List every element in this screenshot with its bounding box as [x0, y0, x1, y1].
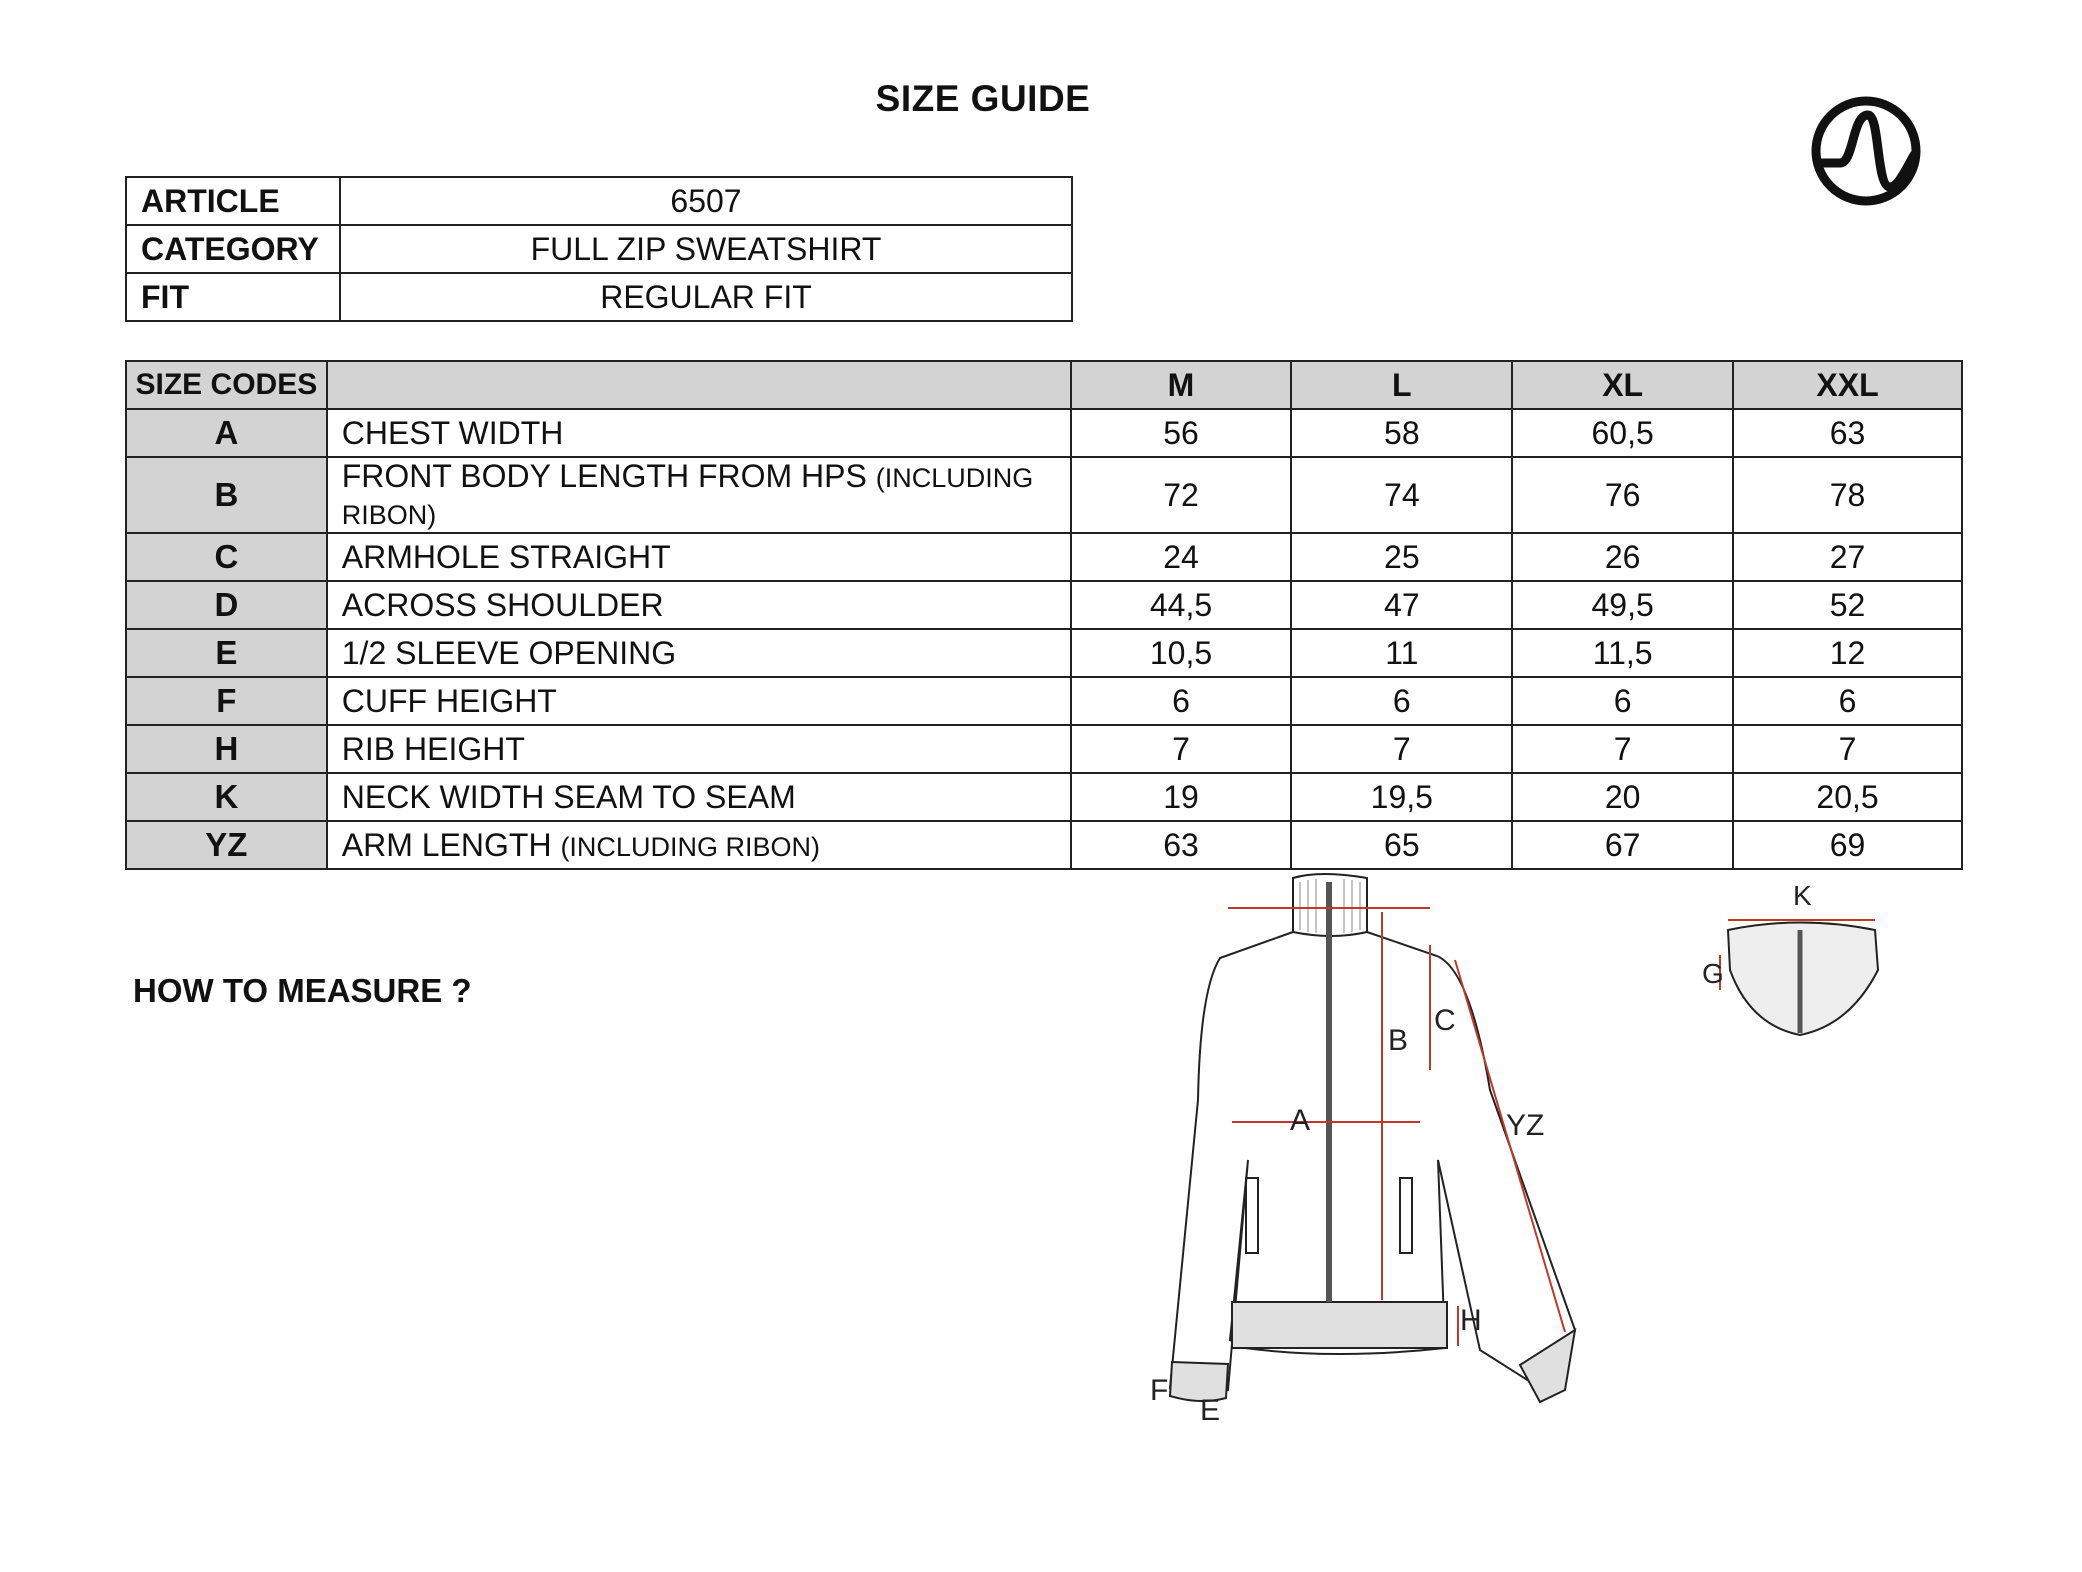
measurement-description-cell: [327, 629, 1071, 677]
size-codes-header: SIZE CODES: [126, 361, 327, 409]
size-value-cell: 52: [1733, 581, 1962, 629]
size-header-m: M: [1071, 361, 1292, 409]
label-c: C: [1434, 1004, 1456, 1037]
size-value-cell: 20,5: [1733, 773, 1962, 821]
size-value-cell: 58: [1291, 409, 1512, 457]
size-value-cell: 78: [1733, 457, 1962, 533]
how-to-measure-heading: HOW TO MEASURE ?: [133, 972, 472, 1009]
table-row: [126, 773, 1962, 821]
size-value-cell: 6: [1733, 677, 1962, 725]
size-value-cell: 27: [1733, 533, 1962, 581]
size-value-cell: 44,5: [1071, 581, 1292, 629]
label-e: E: [1200, 1394, 1221, 1427]
measurement-description: CHEST WIDTH: [341, 414, 564, 451]
measurement-description-cell: [327, 409, 1071, 457]
info-label: FIT: [126, 273, 340, 321]
measurement-note: (INCLUDING RIBON): [560, 831, 820, 862]
size-value-cell: 49,5: [1512, 581, 1733, 629]
info-row-category: [126, 225, 1072, 273]
measurement-description: ACROSS SHOULDER: [341, 586, 664, 623]
size-code-cell: K: [126, 773, 327, 821]
size-value-cell: 74: [1291, 457, 1512, 533]
description-header: [327, 361, 1071, 409]
table-row: [126, 677, 1962, 725]
page-title: SIZE GUIDE: [875, 78, 1091, 119]
label-h: H: [1460, 1304, 1482, 1337]
size-value-cell: 63: [1071, 821, 1292, 869]
label-b: B: [1388, 1024, 1409, 1057]
measurement-description: FRONT BODY LENGTH FROM HPS: [341, 458, 867, 494]
label-k: K: [1793, 880, 1812, 911]
size-code-cell: D: [126, 581, 327, 629]
size-value-cell: 7: [1291, 725, 1512, 773]
size-code-cell: C: [126, 533, 327, 581]
size-code-cell: F: [126, 677, 327, 725]
measurement-description: 1/2 SLEEVE OPENING: [341, 634, 677, 671]
table-row: [126, 457, 1962, 533]
size-value-cell: 47: [1291, 581, 1512, 629]
size-value-cell: 72: [1071, 457, 1292, 533]
size-value-cell: 20: [1512, 773, 1733, 821]
measurement-description-cell: [327, 533, 1071, 581]
measurement-description: CUFF HEIGHT: [341, 682, 557, 719]
sweatshirt-measurement-diagram: [1120, 860, 1660, 1440]
label-g: G: [1702, 958, 1724, 989]
size-value-cell: 56: [1071, 409, 1292, 457]
size-code-cell: E: [126, 629, 327, 677]
measurement-description-cell: [327, 773, 1071, 821]
size-value-cell: 67: [1512, 821, 1733, 869]
measurement-note: (INCLUDING RIBON): [341, 463, 1034, 530]
size-value-cell: 10,5: [1071, 629, 1292, 677]
size-header-xxl: XXL: [1733, 361, 1962, 409]
size-code-cell: B: [126, 457, 327, 533]
measurement-description: RIB HEIGHT: [341, 730, 525, 767]
brand-logo-icon: [1810, 95, 1922, 207]
hem-rib: [1232, 1302, 1447, 1348]
size-value-cell: 25: [1291, 533, 1512, 581]
article-info-table: [125, 176, 1073, 322]
size-code-cell: H: [126, 725, 327, 773]
table-row: [126, 629, 1962, 677]
size-value-cell: 12: [1733, 629, 1962, 677]
size-value-cell: 6: [1291, 677, 1512, 725]
size-code-cell: A: [126, 409, 327, 457]
size-value-cell: 7: [1733, 725, 1962, 773]
measurement-description-cell: [327, 821, 1071, 869]
size-value-cell: 19: [1071, 773, 1292, 821]
size-value-cell: 76: [1512, 457, 1733, 533]
table-row: [126, 581, 1962, 629]
info-label: ARTICLE: [126, 177, 340, 225]
size-value-cell: 11: [1291, 629, 1512, 677]
measurement-description-cell: [327, 677, 1071, 725]
size-value-cell: 65: [1291, 821, 1512, 869]
info-row-article: [126, 177, 1072, 225]
size-value-cell: 6: [1512, 677, 1733, 725]
info-value: REGULAR FIT: [340, 273, 1072, 321]
table-row: [126, 409, 1962, 457]
label-yz: YZ: [1506, 1109, 1545, 1142]
table-row: [126, 725, 1962, 773]
size-value-cell: 6: [1071, 677, 1292, 725]
label-a: A: [1290, 1104, 1311, 1137]
info-value: 6507: [340, 177, 1072, 225]
measurement-description: NECK WIDTH SEAM TO SEAM: [341, 778, 796, 815]
measurement-description: ARM LENGTH: [341, 826, 552, 863]
measurement-description-cell: [327, 457, 1071, 533]
size-value-cell: 26: [1512, 533, 1733, 581]
size-value-cell: 7: [1071, 725, 1292, 773]
size-value-cell: 11,5: [1512, 629, 1733, 677]
info-value: FULL ZIP SWEATSHIRT: [340, 225, 1072, 273]
size-code-cell: YZ: [126, 821, 327, 869]
size-value-cell: 7: [1512, 725, 1733, 773]
size-chart-table: [125, 360, 1963, 870]
size-value-cell: 63: [1733, 409, 1962, 457]
size-value-cell: 24: [1071, 533, 1292, 581]
size-header-xl: XL: [1512, 361, 1733, 409]
size-value-cell: 19,5: [1291, 773, 1512, 821]
collar-detail-diagram: [1700, 875, 1910, 1055]
info-label: CATEGORY: [126, 225, 340, 273]
measurement-description: ARMHOLE STRAIGHT: [341, 538, 671, 575]
size-value-cell: 69: [1733, 821, 1962, 869]
info-row-fit: [126, 273, 1072, 321]
label-f: F: [1150, 1374, 1169, 1407]
size-table-header: [126, 361, 1962, 409]
table-row: [126, 821, 1962, 869]
right-cuff: [1520, 1330, 1575, 1402]
size-header-l: L: [1291, 361, 1512, 409]
measurement-description-cell: [327, 581, 1071, 629]
table-row: [126, 533, 1962, 581]
size-value-cell: 60,5: [1512, 409, 1733, 457]
measurement-description-cell: [327, 725, 1071, 773]
